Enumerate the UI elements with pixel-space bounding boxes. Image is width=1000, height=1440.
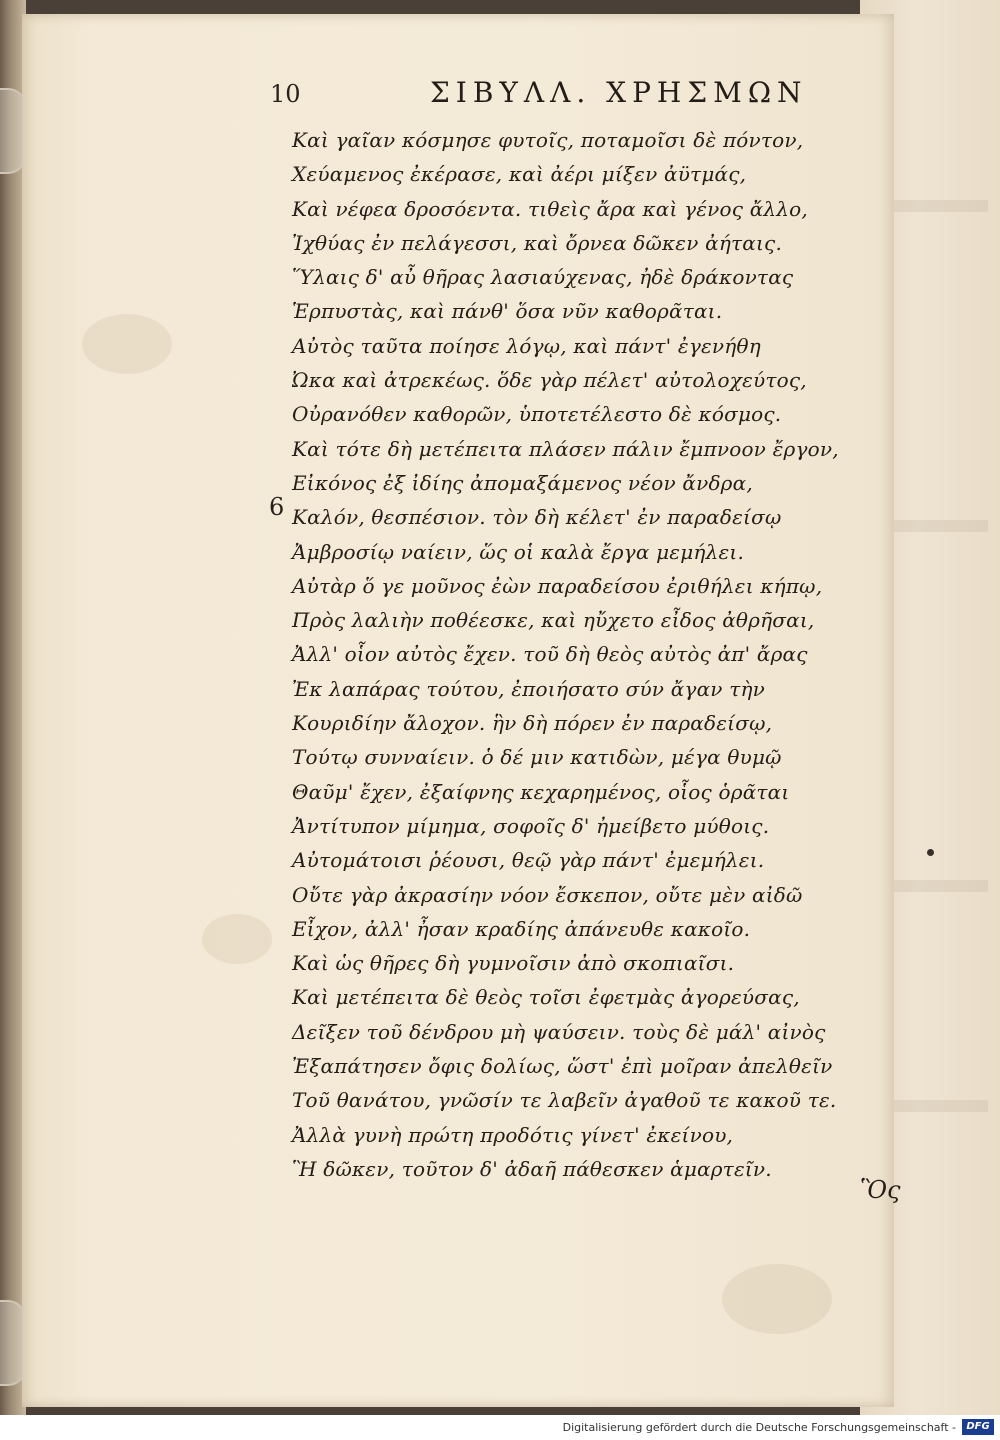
verse-line: Καὶ γαῖαν κόσμησε φυτοῖς, ποταμοῖσι δὲ πόντον, — [292, 128, 804, 152]
verse-line: Εἰκόνος ἐξ ἰδίης ἀπομαξάμενος νέον ἄνδρα, — [292, 470, 753, 495]
verse-line: Τούτῳ συνναίειν. ὁ δέ μιν κατιδὼν, μέγα θυμῷ — [292, 745, 782, 770]
verse-line: Κουριδίην ἄλοχον. ἣν δὴ πόρεν ἐν παραδείσῳ, — [292, 711, 773, 736]
running-title: ΣΙΒΥΛΛ. ΧΡΗΣΜΩΝ — [430, 76, 808, 109]
paper-stain — [202, 914, 272, 964]
verse-line: Δεῖξεν τοῦ δένδρου μὴ ψαύσειν. τοὺς δὲ μάλ' αἰνὸς — [292, 1019, 826, 1044]
verse-line: Πρὸς λαλιὴν ποθέεσκε, καὶ ηὔχετο εἶδος ἀθρῆσαι, — [292, 608, 815, 633]
marginal-number: 6 — [269, 493, 285, 521]
verse-line: Ἀμβροσίῳ ναίειν, ὥς οἱ καλὰ ἔργα μεμήλει. — [292, 539, 745, 564]
verse-line: Οὔτε γὰρ ἀκρασίην νόον ἔσκεπον, οὔτε μὲν αἰδῶ — [292, 882, 803, 907]
verse-line: Καὶ μετέπειτα δὲ θεὸς τοῖσι ἐφετμὰς ἀγορεύσας, — [292, 985, 800, 1010]
verse-line: Καλόν, θεσπέσιον. τὸν δὴ κέλετ' ἐν παραδείσῳ — [292, 505, 782, 530]
verse-line: Εἶχον, ἀλλ' ἦσαν κραδίης ἀπάνευθε κακοῖο. — [292, 916, 751, 941]
verse-line: Αὐτομάτοισι ῥέουσι, θεῷ γὰρ πάντ' ἐμεμήλει. — [292, 848, 765, 873]
paper-stain — [82, 314, 172, 374]
verse-line: Ὕλαις δ' αὖ θῆρας λασιαύχενας, ἠδὲ δράκοντας — [292, 265, 794, 290]
verse-line: Οὐρανόθεν καθορῶν, ὑποτετέλεστο δὲ κόσμος. — [292, 402, 782, 427]
verse-line: Ἀλλ' οἷον αὐτὸς ἔχεν. τοῦ δὴ θεὸς αὐτὸς ἀπ' ἄρας — [292, 642, 808, 667]
paper-stain — [722, 1264, 832, 1334]
page-number: 10 — [270, 80, 301, 108]
verse-line: Ἑρπυστὰς, καὶ πάνθ' ὅσα νῦν καθορᾶται. — [292, 299, 723, 324]
verse-text — [292, 123, 852, 1186]
ink-dot — [927, 849, 934, 856]
verse-line: Καὶ νέφεα δροσόεντα. τιθεὶς ἄρα καὶ γένος ἄλλο, — [292, 196, 808, 221]
verse-line: Ἐκ λαπάρας τούτου, ἐποιήσατο σύν ἄγαν τὴν — [292, 676, 766, 701]
verse-line: Ἰχθύας ἐν πελάγεσσι, καὶ ὄρνεα δῶκεν ἀήταις. — [292, 230, 783, 255]
verse-line: Καὶ ὡς θῆρες δὴ γυμνοῖσιν ἀπὸ σκοπιαῖσι. — [292, 951, 735, 976]
verse-line: Τοῦ θανάτου, γνῶσίν τε λαβεῖν ἀγαθοῦ τε κακοῦ τε. — [292, 1088, 837, 1113]
verse-line: Θαῦμ' ἔχεν, ἐξαίφνης κεχαρημένος, οἷος ὁρᾶται — [292, 779, 790, 804]
dfg-logo-icon[interactable]: DFG — [962, 1419, 994, 1435]
digitization-footer — [0, 1415, 1000, 1440]
verse-line: Ὠκα καὶ ἀτρεκέως. ὅδε γὰρ πέλετ' αὐτολοχεύτος, — [292, 368, 807, 393]
verse-line: Χεύαμενος ἐκέρασε, καὶ ἀέρι μίξεν ἀϋτμάς, — [292, 162, 747, 187]
catchword: Ὃς — [860, 1176, 901, 1204]
bleed-through-mark — [878, 520, 988, 532]
verse-line: Αὐτὰρ ὅ γε μοῦνος ἐὼν παραδείσου ἐριθήλει κήπῳ, — [292, 573, 823, 598]
footer-credit: Digitalisierung gefördert durch die Deutsche Forschungsgemeinschaft - — [562, 1421, 956, 1434]
verse-line: Καὶ τότε δὴ μετέπειτα πλάσεν πάλιν ἔμπνοον ἔργον, — [292, 436, 839, 461]
verse-line: Ἀλλὰ γυνὴ πρώτη προδότις γίνετ' ἐκείνου, — [292, 1122, 734, 1147]
bleed-through-mark — [878, 880, 988, 892]
verse-line: Ἐξαπάτησεν ὄφις δολίως, ὥστ' ἐπὶ μοῖραν ἀπελθεῖν — [292, 1054, 833, 1079]
verse-line: Αὐτὸς ταῦτα ποίησε λόγῳ, καὶ πάντ' ἐγενήθη — [292, 333, 761, 358]
bleed-through-mark — [878, 200, 988, 212]
bleed-through-mark — [878, 1100, 988, 1112]
page-header — [270, 76, 830, 116]
verse-line: Ἀντίτυπον μίμημα, σοφοῖς δ' ἠμείβετο μύθοις. — [292, 813, 770, 838]
verse-line: Ἣ δῶκεν, τοῦτον δ' ἀδαῆ πάθεσκεν ἁμαρτεῖν. — [292, 1156, 772, 1181]
